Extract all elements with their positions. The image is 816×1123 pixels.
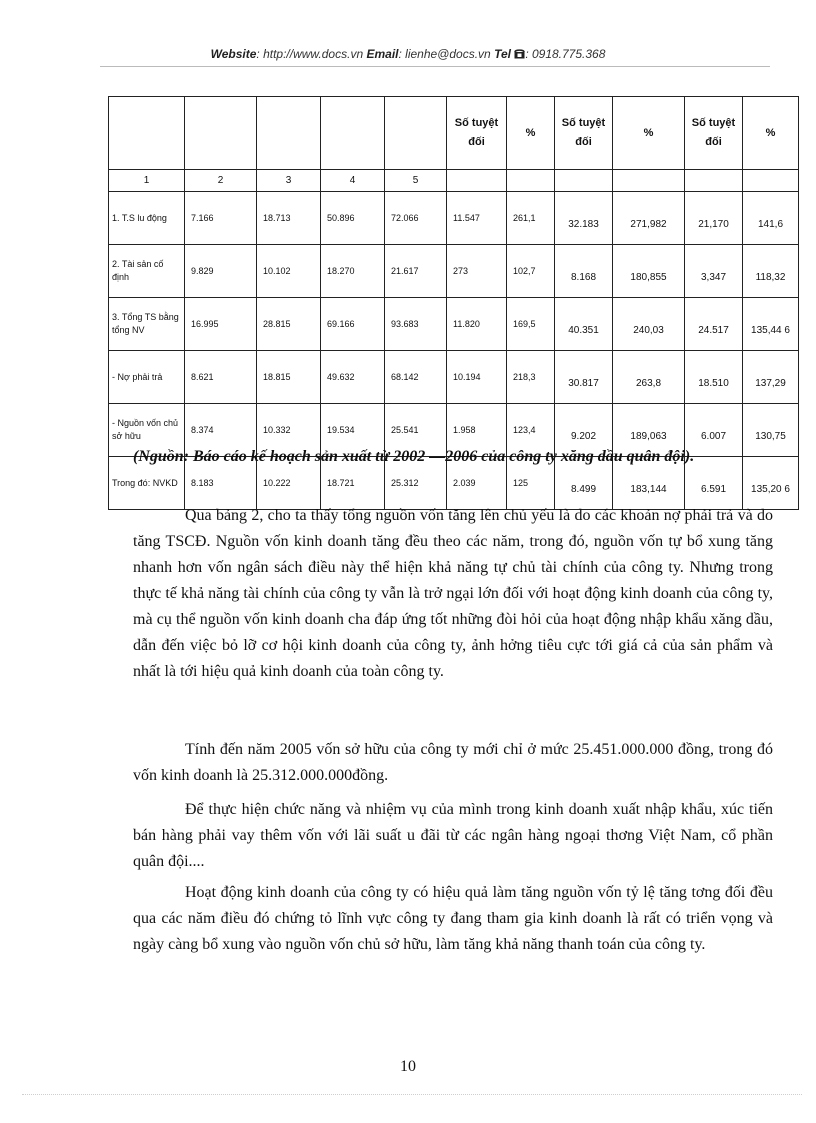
- table-header-row: [109, 97, 799, 170]
- table-cell: 5: [385, 170, 447, 192]
- table-cell: [321, 97, 385, 170]
- table-cell: [385, 97, 447, 170]
- table-cell: 2: [185, 170, 257, 192]
- table-cell: 3: [257, 170, 321, 192]
- table-cell: 118,32: [743, 245, 799, 298]
- table-source: (Nguồn: Báo cáo kế hoạch sản xuất từ 2002 —2006 của công ty xăng dầu quân đội).: [133, 448, 695, 465]
- table-cell: 125: [507, 457, 555, 510]
- table-cell: 273: [447, 245, 507, 298]
- table-cell: 93.683: [385, 298, 447, 351]
- table-cell: 130,75: [743, 404, 799, 457]
- table-cell: 135,20 6: [743, 457, 799, 510]
- table-cell: 10.222: [257, 457, 321, 510]
- table-cell: 18.510: [685, 351, 743, 404]
- paragraph-equity-2005: Tính đến năm 2005 vốn sở hữu của công ty mới chỉ ở mức 25.451.000.000 đồng, trong đó vốn kinh doanh là 25.312.000.000đồng.: [133, 741, 773, 784]
- table-cell: 11.820: [447, 298, 507, 351]
- table-row: [109, 245, 799, 298]
- table-cell: 72.066: [385, 192, 447, 245]
- table-cell: 9.829: [185, 245, 257, 298]
- table-cell: 1: [109, 170, 185, 192]
- table-cell: 3. Tổng TS bằng tổng NV: [109, 298, 185, 351]
- table-cell: [257, 97, 321, 170]
- table-cell: [447, 170, 507, 192]
- table-cell: 240,03: [613, 298, 685, 351]
- table-cell: 261,1: [507, 192, 555, 245]
- table-cell: 180,855: [613, 245, 685, 298]
- page-header: [0, 47, 816, 61]
- table-cell: 30.817: [555, 351, 613, 404]
- table-cell: 25.541: [385, 404, 447, 457]
- table-cell: Số tuyệt đối: [555, 97, 613, 170]
- table-cell: 68.142: [385, 351, 447, 404]
- page-number: 10: [400, 1058, 416, 1075]
- table-cell: 8.183: [185, 457, 257, 510]
- table-cell: 18.721: [321, 457, 385, 510]
- website-value: : http://www.docs.vn: [256, 47, 364, 61]
- table-cell: 8.621: [185, 351, 257, 404]
- table-cell: Số tuyệt đối: [447, 97, 507, 170]
- table-cell: 183,144: [613, 457, 685, 510]
- paragraph-efficiency: Hoạt động kinh doanh của công ty có hiệu quả làm tăng nguồn vốn tỷ lệ tăng tơng đối đều qua các năm điều đó chứng tỏ lĩnh vực công ty đang tham gia kinh doanh là rất có triển vọng và ngày càng bổ xung vào nguồn vốn chủ sở hữu, làm tăng khả năng thanh toán của công ty.: [133, 884, 773, 953]
- table-cell: 169,5: [507, 298, 555, 351]
- table-cell: 50.896: [321, 192, 385, 245]
- phone-icon: [514, 49, 525, 59]
- table-cell: 7.166: [185, 192, 257, 245]
- table-cell: 8.499: [555, 457, 613, 510]
- table-cell: 28.815: [257, 298, 321, 351]
- table-cell: 10.102: [257, 245, 321, 298]
- table-cell: %: [507, 97, 555, 170]
- table-row: [109, 298, 799, 351]
- table-cell: 18.270: [321, 245, 385, 298]
- table-cell: 10.332: [257, 404, 321, 457]
- tel-value: : 0918.775.368: [525, 47, 606, 61]
- tel-label: Tel: [494, 47, 511, 61]
- table-cell: 4: [321, 170, 385, 192]
- table-row: [109, 192, 799, 245]
- table-cell: [743, 170, 799, 192]
- table-cell: Số tuyệt đối: [685, 97, 743, 170]
- table-cell: %: [613, 97, 685, 170]
- paragraph-borrowing: Để thực hiện chức năng và nhiệm vụ của mình trong kinh doanh xuất nhập khẩu, xúc tiến bán hàng phải vay thêm vốn với lãi suất u đãi từ các ngân hàng ngoại thơng Việt Nam, cổ phần quân đội....: [133, 801, 773, 870]
- table-cell: [685, 170, 743, 192]
- table-cell: 1. T.S lu động: [109, 192, 185, 245]
- table-cell: 10.194: [447, 351, 507, 404]
- table-cell: 40.351: [555, 298, 613, 351]
- table-cell: 49.632: [321, 351, 385, 404]
- website-label: Website: [210, 47, 257, 61]
- table-cell: 25.312: [385, 457, 447, 510]
- table-cell: 141,6: [743, 192, 799, 245]
- table-column-number-row: [109, 170, 799, 192]
- table-cell: 6.591: [685, 457, 743, 510]
- table-cell: 8.168: [555, 245, 613, 298]
- table-cell: 1.958: [447, 404, 507, 457]
- table-cell: 9.202: [555, 404, 613, 457]
- table-cell: [555, 170, 613, 192]
- table-cell: 24.517: [685, 298, 743, 351]
- table-cell: Trong đó: NVKD: [109, 457, 185, 510]
- table-cell: 3,347: [685, 245, 743, 298]
- table-cell: 135,44 6: [743, 298, 799, 351]
- table-cell: [109, 97, 185, 170]
- table-row: [109, 351, 799, 404]
- table-cell: 18.713: [257, 192, 321, 245]
- table-cell: 6.007: [685, 404, 743, 457]
- table-cell: 32.183: [555, 192, 613, 245]
- table-cell: 271,982: [613, 192, 685, 245]
- header-divider: [100, 66, 770, 67]
- email-label: Email: [366, 47, 399, 61]
- table-cell: 21,170: [685, 192, 743, 245]
- table-cell: [613, 170, 685, 192]
- table-cell: 137,29: [743, 351, 799, 404]
- email-value: : lienhe@docs.vn: [398, 47, 491, 61]
- table-cell: 16.995: [185, 298, 257, 351]
- table-cell: - Nợ phải trả: [109, 351, 185, 404]
- table-cell: 189,063: [613, 404, 685, 457]
- table-cell: 2.039: [447, 457, 507, 510]
- table-cell: 11.547: [447, 192, 507, 245]
- table-cell: [507, 170, 555, 192]
- table-cell: 263,8: [613, 351, 685, 404]
- table-cell: 19.534: [321, 404, 385, 457]
- table-cell: - Nguồn vốn chủ sở hữu: [109, 404, 185, 457]
- table-cell: 102,7: [507, 245, 555, 298]
- table-cell: [185, 97, 257, 170]
- paragraph-analysis: Qua bảng 2, cho ta thấy tổng nguồn vốn tăng lên chủ yếu là do các khoản nợ phải trả và do tăng TSCĐ. Nguồn vốn kinh doanh tăng đều theo các năm, trong đó, nguồn vốn tự bổ xung tăng nhanh hơn vốn ngân sách điều này thể hiện khả năng tự chủ tài chính của công ty. Nhưng trong thực tế khả năng tài chính của công ty vẫn là trở ngại lớn đối với hoạt động kinh doanh của công ty, mà cụ thể nguồn vốn kinh doanh cha đáp ứng tốt những đòi hỏi của hoạt động nhập khẩu xăng dầu, dẫn đến việc bỏ lỡ cơ hội kinh doanh của công ty, ảnh hởng tiêu cực tới giá cả của sản phẩm và nhất là tới hiệu quả kinh doanh của toàn công ty.: [133, 507, 773, 680]
- table-cell: 2. Tài sản cố định: [109, 245, 185, 298]
- table-cell: 21.617: [385, 245, 447, 298]
- table-cell: 123,4: [507, 404, 555, 457]
- footer-divider: [22, 1094, 802, 1095]
- table-cell: 218,3: [507, 351, 555, 404]
- table-cell: %: [743, 97, 799, 170]
- table-cell: 69.166: [321, 298, 385, 351]
- table-cell: 8.374: [185, 404, 257, 457]
- table-cell: 18.815: [257, 351, 321, 404]
